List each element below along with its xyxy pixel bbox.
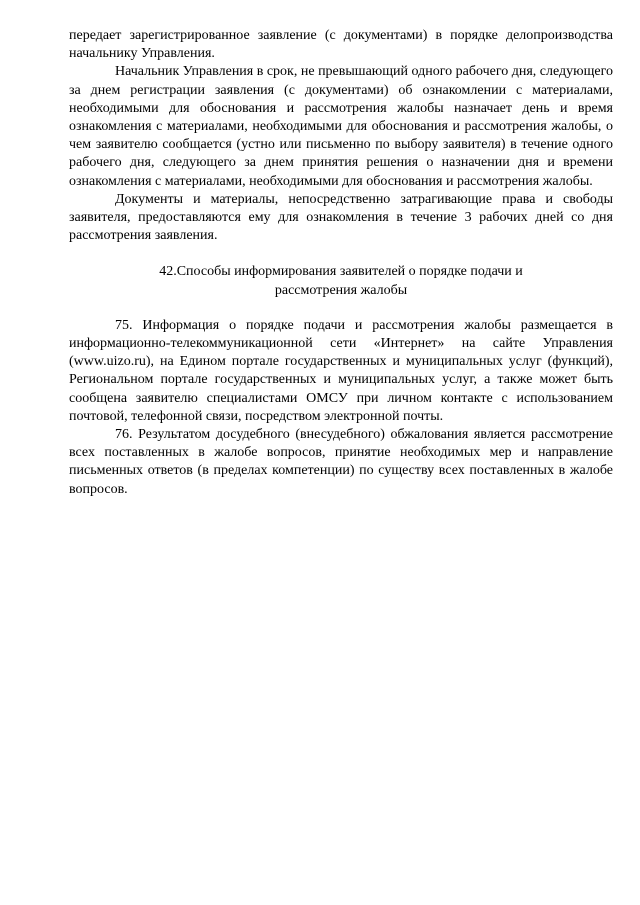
section-heading-line-1: 42.Способы информирования заявителей о порядке подачи и [159,264,523,280]
paragraph-documents-access: Документы и материалы, непосредственно затрагивающие права и свободы заявителя, предоставляются ему для ознакомления в течение 3 рабочих дней со дня рассмотрения заявления. [69,191,613,244]
section-heading [69,263,613,299]
section-heading-line-2: рассмотрения жалобы [274,282,408,298]
paragraph-76: 76. Результатом досудебного (внесудебного) обжалования является рассмотрение всех поставленных в жалобе вопросов, принятие необходимых мер и направление письменных ответов (в пределах компетенции) по существу всех поставленных в жалобе вопросов. [69,427,613,497]
document-body [69,27,613,499]
paragraph-review-procedure: Начальник Управления в срок, не превышающий одного рабочего дня, следующего за днем регистрации заявления (с документами) об ознакомлении с материалами, необходимыми для обоснования и рассмотрения жалобы назначает день и время ознакомления с материалами, необходимыми для обоснования и рассмотрения жалобы, о чем заявителю сообщается (устно или письменно по выбору заявителя) в течение одного рабочего дня, следующего за днем принятия решения о назначении дня и времени ознакомления с материалами, необходимыми для обоснования и рассмотрения жалобы. [69,64,613,189]
paragraph-continuation: передает зарегистрированное заявление (с документами) в порядке делопроизводства начальнику Управления. [69,28,613,62]
paragraph-75: 75. Информация о порядке подачи и рассмотрения жалобы размещается в информационно-телекоммуникационной сети «Интернет» на сайте Управления (www.uizo.ru), на Едином портале государственных и муниципальных услуг (функций), Региональном портале государственных и муниципальных услуг, а также может быть сообщена заявителю специалистами ОМСУ при личном контакте с использованием почтовой, телефонной связи, посредством электронной почты. [69,317,613,424]
